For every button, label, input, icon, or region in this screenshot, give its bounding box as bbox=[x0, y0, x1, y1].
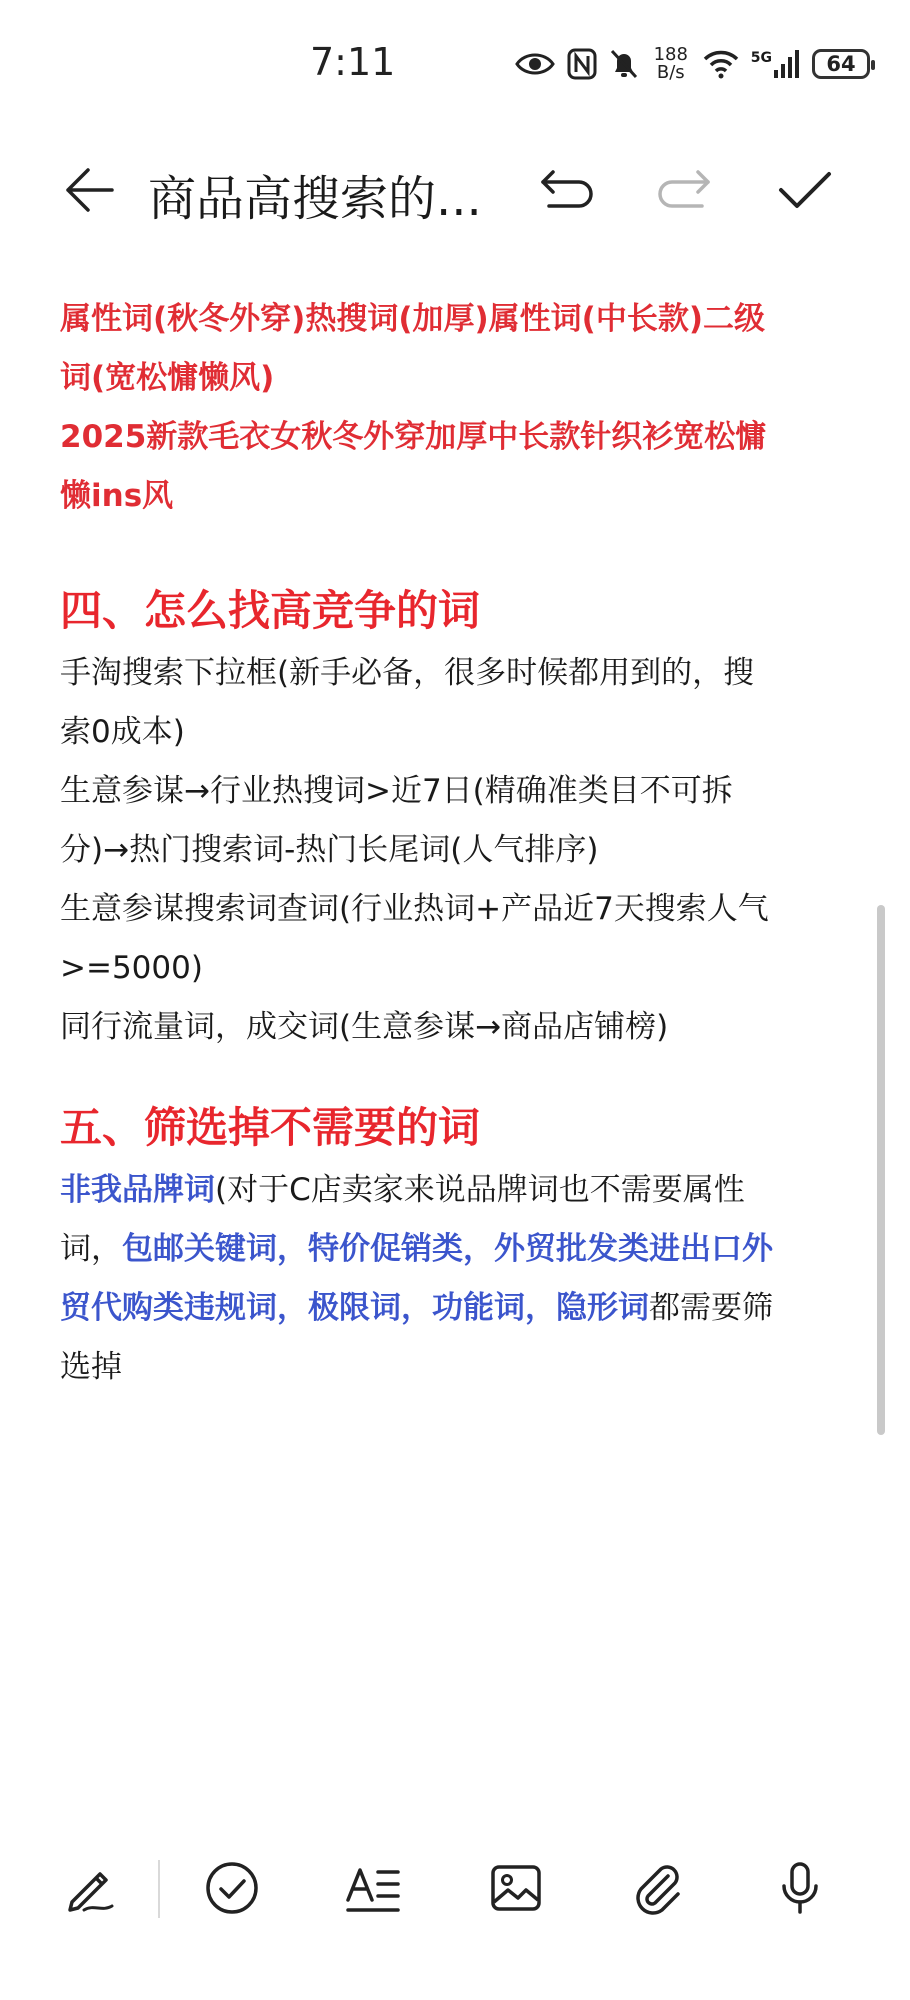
section5-heading: 五、筛选掉不需要的词 bbox=[60, 1103, 481, 1152]
section4-heading: 四、怎么找高竞争的词 bbox=[60, 586, 481, 635]
paragraph-line: >=5000) bbox=[60, 950, 203, 986]
note-body[interactable] bbox=[60, 290, 850, 1397]
image-icon bbox=[488, 1860, 544, 1916]
net-speed-unit: B/s bbox=[656, 62, 685, 83]
body-text: 词， bbox=[60, 1231, 122, 1267]
paragraph-line bbox=[60, 1279, 850, 1338]
redo-icon bbox=[656, 168, 712, 212]
wifi-icon bbox=[703, 49, 739, 79]
spacer bbox=[60, 1057, 850, 1095]
example-title-line: 2025新款毛衣女秋冬外穿加厚中长款针织衫宽松慵 bbox=[60, 419, 767, 455]
handwriting-button[interactable] bbox=[50, 1848, 130, 1928]
paragraph-line bbox=[60, 1161, 850, 1220]
formula-line: 属性词(秋冬外穿)热搜词(加厚)属性词(中长款)二级 bbox=[60, 301, 766, 337]
back-button[interactable] bbox=[54, 156, 122, 224]
checklist-button[interactable] bbox=[192, 1848, 272, 1928]
highlight-text: 包邮关键词，特价促销类，外贸批发类进出口外 bbox=[122, 1231, 773, 1267]
check-icon bbox=[777, 168, 833, 212]
formula-line: 词(宽松慵懒风) bbox=[60, 360, 275, 396]
body-text: (对于C店卖家来说品牌词也不需要属性 bbox=[215, 1172, 745, 1208]
paperclip-icon bbox=[630, 1860, 686, 1916]
network-type: 5G bbox=[750, 50, 772, 66]
undo-icon bbox=[539, 168, 595, 212]
scrollbar-thumb[interactable] bbox=[877, 905, 885, 1435]
arrow-left-icon bbox=[60, 162, 116, 218]
microphone-icon bbox=[772, 1860, 828, 1916]
paragraph-line: 索0成本) bbox=[60, 714, 185, 750]
signal-icon bbox=[751, 50, 800, 78]
nfc-icon bbox=[567, 48, 597, 80]
paragraph-line: 生意参谋→行业热搜词>近7日(精确准类目不可拆 bbox=[60, 773, 733, 809]
bell-muted-icon bbox=[609, 48, 639, 80]
status-time: 7:11 bbox=[310, 40, 396, 84]
attachment-button[interactable] bbox=[618, 1848, 698, 1928]
pen-icon bbox=[62, 1860, 118, 1916]
text-format-button[interactable] bbox=[334, 1848, 414, 1928]
spacer bbox=[60, 526, 850, 578]
toolbar-divider bbox=[158, 1860, 160, 1918]
paragraph-line: 同行流量词，成交词(生意参谋→商品店铺榜) bbox=[60, 1009, 669, 1045]
net-speed-value: 188 bbox=[653, 44, 688, 65]
paragraph-line bbox=[60, 1220, 850, 1279]
status-bar bbox=[0, 0, 910, 130]
paragraph-line: 分)→热门搜索词-热门长尾词(人气排序) bbox=[60, 832, 599, 868]
paragraph-line: 选掉 bbox=[60, 1349, 122, 1385]
done-button[interactable] bbox=[771, 156, 839, 224]
highlight-text: 贸代购类违规词，极限词，功能词，隐形词 bbox=[60, 1290, 649, 1326]
battery-indicator: 64 bbox=[812, 49, 870, 79]
text-format-icon bbox=[344, 1860, 404, 1916]
eye-icon bbox=[515, 49, 555, 79]
status-icons bbox=[515, 42, 870, 86]
paragraph-line: 手淘搜索下拉框(新手必备，很多时候都用到的，搜 bbox=[60, 655, 755, 691]
example-title-line: 懒ins风 bbox=[60, 478, 174, 514]
bottom-toolbar bbox=[0, 1830, 910, 1950]
body-text: 都需要筛 bbox=[649, 1290, 773, 1326]
paragraph-line: 生意参谋搜索词查词(行业热词+产品近7天搜索人气 bbox=[60, 891, 769, 927]
note-title: 商品高搜索的... bbox=[148, 171, 482, 227]
editor-toolbar bbox=[0, 140, 910, 240]
undo-button[interactable] bbox=[533, 156, 601, 224]
check-circle-icon bbox=[204, 1860, 260, 1916]
redo-button[interactable] bbox=[650, 156, 718, 224]
insert-image-button[interactable] bbox=[476, 1848, 556, 1928]
voice-input-button[interactable] bbox=[760, 1848, 840, 1928]
highlight-text: 非我品牌词 bbox=[60, 1172, 215, 1208]
net-speed bbox=[651, 46, 691, 82]
